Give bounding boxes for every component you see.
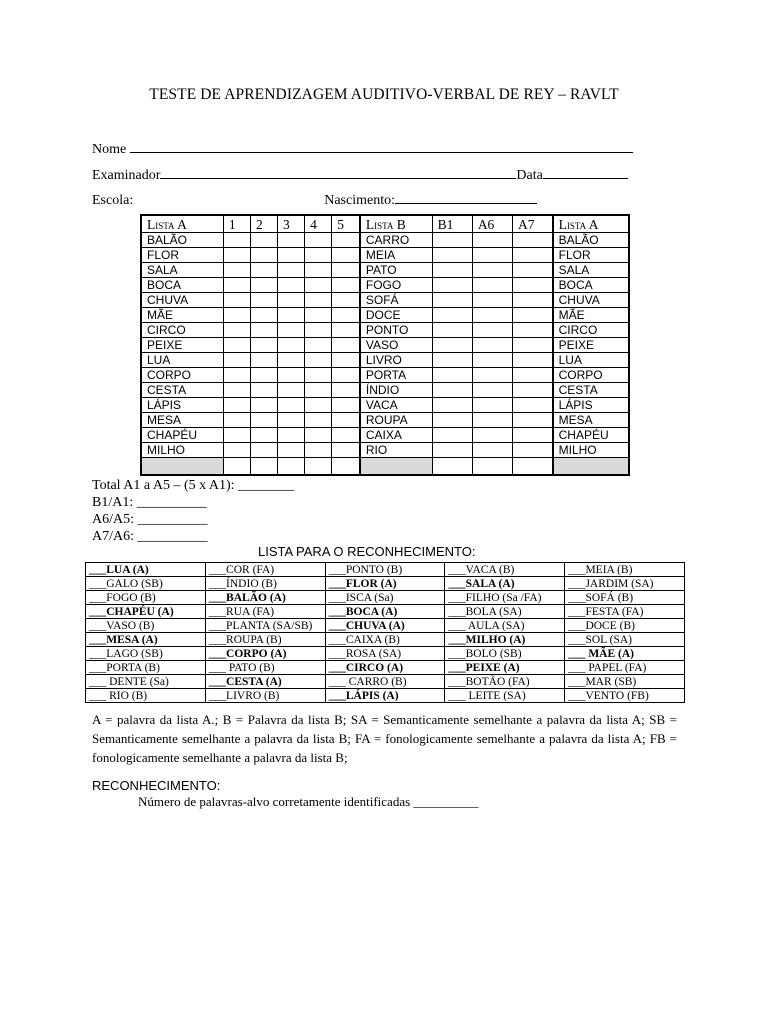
recognition-word[interactable]: ___BOLA (SA) [445,605,565,619]
table-row [86,661,685,675]
recognition-word[interactable]: ___LÁPIS (A) [325,689,445,703]
header-cell: A6 [472,215,512,233]
trial-cell[interactable] [305,278,332,293]
header-cell: Lista A [141,215,223,233]
recognition-word[interactable]: ___PLANTA (SA/SB) [205,619,325,633]
recognition-word[interactable]: ___ DENTE (Sa) [86,675,206,689]
list-a-word: LÁPIS [141,398,223,413]
trial-cell[interactable] [305,293,332,308]
trial-cell[interactable] [472,278,512,293]
trial-cell[interactable] [223,278,250,293]
table-row [141,338,629,353]
list-a-word: CORPO [553,368,629,383]
trial-cell[interactable] [250,323,277,338]
trial-cell[interactable] [278,398,305,413]
trial-cell[interactable] [332,383,360,398]
date-blank[interactable] [543,166,628,179]
recognition-label: RECONHECIMENTO: [92,778,221,793]
total-cell[interactable] [305,458,332,476]
recognition-table [85,562,685,703]
list-b-word: MEIA [360,248,432,263]
birth-label: Nascimento: [324,193,395,208]
header-cell: Lista B [360,215,432,233]
recognition-word[interactable]: ___ LEITE (SA) [445,689,565,703]
table-row [141,428,629,443]
trial-cell[interactable] [305,428,332,443]
trial-cell[interactable] [250,338,277,353]
trial-cell[interactable] [250,233,277,248]
recognition-word[interactable]: ___BOLO (SB) [445,647,565,661]
recognition-word[interactable]: ___SOL (SA) [565,633,685,647]
trial-cell[interactable] [223,263,250,278]
trial-cell[interactable] [512,368,552,383]
table-row [86,647,685,661]
trial-cell[interactable] [432,248,472,263]
trial-cell[interactable] [512,383,552,398]
examiner-label: Examinador [92,168,161,183]
recognition-word[interactable]: ___FILHO (Sa /FA) [445,591,565,605]
recognition-word[interactable]: ___MAR (SB) [565,675,685,689]
trial-cell[interactable] [472,338,512,353]
trial-cell[interactable] [512,293,552,308]
list-b-word: ÍNDIO [360,383,432,398]
ratio-b1-a1: B1/A1: __________ [92,495,207,510]
recognition-word[interactable]: ___ISCA (Sa) [325,591,445,605]
trial-cell[interactable] [278,293,305,308]
trial-cell[interactable] [250,278,277,293]
list-a-word: MILHO [141,443,223,458]
school-label: Escola: [92,193,134,208]
trial-cell[interactable] [278,383,305,398]
trial-cell[interactable] [432,443,472,458]
recognition-word[interactable]: ___FESTA (FA) [565,605,685,619]
recognition-word[interactable]: ___GALO (SB) [86,577,206,591]
ratio-a7-a6: A7/A6: __________ [92,529,208,544]
trial-cell[interactable] [332,278,360,293]
trial-cell[interactable] [472,443,512,458]
recognition-word[interactable]: ___SALA (A) [445,577,565,591]
trial-cell[interactable] [512,278,552,293]
list-b-word: VASO [360,338,432,353]
recognition-word[interactable]: ___BALÃO (A) [205,591,325,605]
recognition-word[interactable]: ___ROUPA (B) [205,633,325,647]
list-b-word: LIVRO [360,353,432,368]
trial-cell[interactable] [305,233,332,248]
trial-cell[interactable] [512,308,552,323]
trial-cell[interactable] [432,368,472,383]
list-b-word: CARRO [360,233,432,248]
recognition-word[interactable]: ___DOCE (B) [565,619,685,633]
date-label: Data [516,168,543,183]
list-a-word: CHAPÉU [141,428,223,443]
list-b-word: FOGO [360,278,432,293]
recognition-word[interactable]: ___ PAPEL (FA) [565,661,685,675]
trial-cell[interactable] [432,278,472,293]
header-cell: 3 [278,215,305,233]
table-row [141,233,629,248]
table-row [141,308,629,323]
recognition-word[interactable]: ___COR (FA) [205,563,325,577]
trial-cell[interactable] [250,308,277,323]
table-row [141,383,629,398]
trial-cell[interactable] [332,368,360,383]
list-a-word: SALA [141,263,223,278]
table-header-row [141,215,629,233]
trial-cell[interactable] [432,338,472,353]
trial-cell[interactable] [223,323,250,338]
table-row [86,577,685,591]
recognition-word[interactable]: ___JARDIM (SA) [565,577,685,591]
trial-cell[interactable] [332,263,360,278]
examiner-blank[interactable] [160,166,516,179]
list-a-word: MILHO [553,443,629,458]
trial-cell[interactable] [332,308,360,323]
trial-cell[interactable] [305,248,332,263]
list-b-word: ROUPA [360,413,432,428]
list-a-word: BOCA [141,278,223,293]
recognition-word[interactable]: ___VASO (B) [86,619,206,633]
trial-cell[interactable] [332,428,360,443]
table-row [141,293,629,308]
list-a-word: FLOR [553,248,629,263]
recognition-word[interactable]: ___ MÃE (A) [565,647,685,661]
trial-cell[interactable] [250,293,277,308]
total-row [141,458,629,476]
trial-cell[interactable] [512,353,552,368]
table-row [141,413,629,428]
trial-cell[interactable] [332,233,360,248]
list-a-word: BALÃO [553,233,629,248]
trial-cell[interactable] [332,338,360,353]
school-birth-line [92,191,537,209]
list-a-word: PEIXE [553,338,629,353]
recognition-word[interactable]: ___CHAPÉU (A) [86,605,206,619]
trial-cell[interactable] [223,233,250,248]
trial-cell[interactable] [432,293,472,308]
list-b-word: VACA [360,398,432,413]
trial-cell[interactable] [223,428,250,443]
trial-cell[interactable] [472,233,512,248]
header-cell: 1 [223,215,250,233]
trial-cell[interactable] [432,263,472,278]
list-a-word: CHAPÉU [553,428,629,443]
trial-cell[interactable] [432,308,472,323]
name-blank[interactable] [130,140,633,153]
trial-cell[interactable] [332,353,360,368]
total-cell [360,458,432,476]
trial-cell[interactable] [472,413,512,428]
table-row [141,398,629,413]
trial-cell[interactable] [512,248,552,263]
recognition-word[interactable]: ___PEIXE (A) [445,661,565,675]
recognition-word[interactable]: ___LAGO (SB) [86,647,206,661]
trial-cell[interactable] [472,293,512,308]
recognition-word[interactable]: ___FLOR (A) [325,577,445,591]
trial-cell[interactable] [305,323,332,338]
list-a-word: MESA [553,413,629,428]
trial-cell[interactable] [472,368,512,383]
recognition-word[interactable]: ___ PATO (B) [205,661,325,675]
recognition-word[interactable]: ___FOGO (B) [86,591,206,605]
table-row [141,353,629,368]
table-row [86,689,685,703]
recognition-word[interactable]: ___ROSA (SA) [325,647,445,661]
total-cell[interactable] [432,458,472,476]
trial-cell[interactable] [250,398,277,413]
recognition-word[interactable]: ___CIRCO (A) [325,661,445,675]
list-a-word: CORPO [141,368,223,383]
recognition-word[interactable]: ___PONTO (B) [325,563,445,577]
recognition-word[interactable]: ___CAIXA (B) [325,633,445,647]
trial-cell[interactable] [250,353,277,368]
trial-cell[interactable] [223,308,250,323]
recognition-word[interactable]: ___MESA (A) [86,633,206,647]
table-row [141,368,629,383]
list-a-word: MÃE [553,308,629,323]
trial-cell[interactable] [250,413,277,428]
trial-cell[interactable] [512,428,552,443]
header-cell: Lista A [553,215,629,233]
trial-cell[interactable] [278,278,305,293]
trial-cell[interactable] [472,248,512,263]
trial-cell[interactable] [278,233,305,248]
trial-cell[interactable] [223,443,250,458]
header-cell: 2 [250,215,277,233]
trial-cell[interactable] [432,383,472,398]
trial-cell[interactable] [223,383,250,398]
list-a-word: BOCA [553,278,629,293]
table-row [86,563,685,577]
trial-cell[interactable] [278,323,305,338]
trial-cell[interactable] [223,293,250,308]
trial-cell[interactable] [278,248,305,263]
recognition-word[interactable]: ___VACA (B) [445,563,565,577]
list-a-word: CESTA [553,383,629,398]
table-row [141,248,629,263]
table-row [86,605,685,619]
recognition-word[interactable]: ___CESTA (A) [205,675,325,689]
list-a-word: CHUVA [553,293,629,308]
trial-cell[interactable] [278,413,305,428]
trial-cell[interactable] [278,263,305,278]
trial-cell[interactable] [512,443,552,458]
list-a-word: PEIXE [141,338,223,353]
trial-cell[interactable] [223,338,250,353]
trial-cell[interactable] [223,353,250,368]
recognition-word[interactable]: ___CHUVA (A) [325,619,445,633]
trial-cell[interactable] [332,293,360,308]
table-row [86,591,685,605]
trial-cell[interactable] [223,398,250,413]
recognition-word[interactable]: ___SOFÁ (B) [565,591,685,605]
recognition-word[interactable]: ___ AULA (SA) [445,619,565,633]
recognition-word[interactable]: ___PORTA (B) [86,661,206,675]
trial-cell[interactable] [250,443,277,458]
trial-cell[interactable] [472,428,512,443]
trial-cell[interactable] [250,383,277,398]
table-row [141,443,629,458]
trial-cell[interactable] [432,428,472,443]
table-row [86,675,685,689]
trial-cell[interactable] [332,248,360,263]
list-b-word: PATO [360,263,432,278]
trial-cell[interactable] [305,383,332,398]
list-a-word: FLOR [141,248,223,263]
total-cell [141,458,223,476]
trial-cell[interactable] [278,353,305,368]
recognition-word[interactable]: ___RUA (FA) [205,605,325,619]
recognition-word[interactable]: ___BOCA (A) [325,605,445,619]
total-cell[interactable] [512,458,552,476]
recognition-word[interactable]: ___ÍNDIO (B) [205,577,325,591]
total-cell[interactable] [278,458,305,476]
trial-cell[interactable] [472,323,512,338]
header-cell: 5 [332,215,360,233]
trial-cell[interactable] [332,413,360,428]
page-title: TESTE DE APRENDIZAGEM AUDITIVO-VERBAL DE REY – RAVLT [149,86,619,103]
trial-cell[interactable] [432,233,472,248]
recognition-word[interactable]: ___VENTO (FB) [565,689,685,703]
trial-cell[interactable] [512,338,552,353]
total-cell[interactable] [332,458,360,476]
trial-cell[interactable] [432,323,472,338]
recognition-word[interactable]: ___MEIA (B) [565,563,685,577]
list-a-word: CIRCO [553,323,629,338]
list-a-word: LUA [553,353,629,368]
examiner-date-line [92,166,628,184]
trial-cell[interactable] [278,428,305,443]
total-cell[interactable] [250,458,277,476]
trial-cell[interactable] [432,398,472,413]
recognition-word[interactable]: ___ CARRO (B) [325,675,445,689]
list-a-word: MESA [141,413,223,428]
birth-blank[interactable] [395,191,537,204]
trial-cell[interactable] [472,308,512,323]
trial-cell[interactable] [305,398,332,413]
trial-cell[interactable] [432,353,472,368]
recognition-word[interactable]: ___ RIO (B) [86,689,206,703]
trial-cell[interactable] [305,263,332,278]
list-b-word: PONTO [360,323,432,338]
recognition-title: LISTA PARA O RECONHECIMENTO: [258,544,476,559]
list-b-word: CAIXA [360,428,432,443]
name-label: Nome [92,142,127,157]
recognition-word[interactable]: ___LUA (A) [86,563,206,577]
list-a-word: SALA [553,263,629,278]
list-a-word: BALÃO [141,233,223,248]
list-b-word: SOFÁ [360,293,432,308]
recognition-word[interactable]: ___CORPO (A) [205,647,325,661]
trial-cell[interactable] [332,323,360,338]
trial-cell[interactable] [305,413,332,428]
recognition-word[interactable]: ___LIVRO (B) [205,689,325,703]
trial-cell[interactable] [472,398,512,413]
list-a-word: CHUVA [141,293,223,308]
trial-cell[interactable] [278,443,305,458]
trial-cell[interactable] [472,353,512,368]
trial-cell[interactable] [250,248,277,263]
header-cell: 4 [305,215,332,233]
table-row [141,278,629,293]
total-cell[interactable] [472,458,512,476]
ratio-a6-a5: A6/A5: __________ [92,512,208,527]
trial-cell[interactable] [305,443,332,458]
trial-cell[interactable] [305,353,332,368]
trial-cell[interactable] [250,263,277,278]
table-row [86,633,685,647]
trial-cell[interactable] [250,368,277,383]
trial-cell[interactable] [332,443,360,458]
table-row [141,263,629,278]
list-a-word: LÁPIS [553,398,629,413]
trial-cell[interactable] [223,368,250,383]
header-cell: A7 [512,215,552,233]
list-a-word: CIRCO [141,323,223,338]
total-a1-a5: Total A1 a A5 – (5 x A1): ________ [92,478,295,493]
list-b-word: PORTA [360,368,432,383]
trial-cell[interactable] [432,413,472,428]
list-a-word: LUA [141,353,223,368]
recognition-word[interactable]: ___MILHO (A) [445,633,565,647]
header-cell: B1 [432,215,472,233]
total-cell [553,458,629,476]
recognition-count-line: Número de palavras-alvo corretamente identificadas __________ [138,794,479,809]
trial-cell[interactable] [305,338,332,353]
trial-cell[interactable] [512,323,552,338]
trial-cell[interactable] [332,398,360,413]
recognition-word[interactable]: ___BOTÃO (FA) [445,675,565,689]
list-a-word: MÃE [141,308,223,323]
learning-table [140,214,630,476]
total-cell[interactable] [223,458,250,476]
trial-cell[interactable] [512,233,552,248]
table-row [86,619,685,633]
trial-cell[interactable] [250,428,277,443]
trial-cell[interactable] [472,383,512,398]
list-b-word: RIO [360,443,432,458]
trial-cell[interactable] [305,308,332,323]
name-field [92,140,633,158]
trial-cell[interactable] [512,413,552,428]
trial-cell[interactable] [223,248,250,263]
list-a-word: CESTA [141,383,223,398]
trial-cell[interactable] [305,368,332,383]
list-b-word: DOCE [360,308,432,323]
trial-cell[interactable] [278,308,305,323]
trial-cell[interactable] [472,263,512,278]
trial-cell[interactable] [512,398,552,413]
trial-cell[interactable] [512,263,552,278]
table-row [141,323,629,338]
trial-cell[interactable] [278,368,305,383]
trial-cell[interactable] [278,338,305,353]
legend-text: A = palavra da lista A.; B = Palavra da lista B; SA = Semanticamente semelhante a palavra da lista A; SB = Semanticamente semelhante a palavra da lista B; FA = fonologicamente semelhante a palavra da lista A; FB = fonologicamente semelhante a palavra da lista B; [92,712,677,765]
trial-cell[interactable] [223,413,250,428]
